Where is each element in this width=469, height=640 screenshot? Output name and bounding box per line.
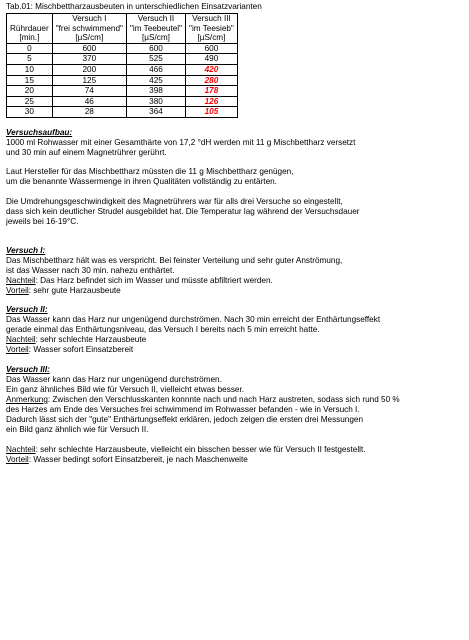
table-row <box>7 64 238 75</box>
text-line: des Harzes am Ende des Versuches frei schwimmend im Rohwasser befanden - wie in Versuch I. <box>6 404 360 414</box>
table-cell-v1: 28 <box>52 107 126 118</box>
table-row <box>7 96 238 107</box>
section-versuch-3 <box>6 365 463 465</box>
table-cell-v1: 200 <box>52 64 126 75</box>
header-cell: [µS/cm] <box>52 33 126 43</box>
table-cell-v2: 525 <box>126 54 185 65</box>
vorteil-line <box>6 286 463 296</box>
header-cell: [µS/cm] <box>126 33 185 43</box>
table-cell-v2: 380 <box>126 96 185 107</box>
text-line: Laut Hersteller für das Mischbettharz müssten die 11 g Mischbettharz genügen, <box>6 167 294 177</box>
vorteil-line <box>6 345 463 355</box>
table-cell-t: 10 <box>7 64 53 75</box>
nachteil-text: : Das Harz befindet sich im Wasser und müsste abfiltriert werden. <box>35 275 273 285</box>
table-cell-t: 30 <box>7 107 53 118</box>
text-line: Das Wasser kann das Harz nur ungenügend durchströmen. <box>6 374 222 384</box>
table-row <box>7 75 238 86</box>
section-heading: Versuch III: <box>6 364 50 374</box>
anmerkung-label: Anmerkung <box>6 394 48 404</box>
section-heading: Versuch I: <box>6 245 46 255</box>
text-line: dass sich kein deutlicher Strudel ausgebildet hat. Die Temperatur lag während der Versuchsdauer <box>6 206 360 216</box>
table-cell-v2: 425 <box>126 75 185 86</box>
nachteil-line <box>6 276 463 286</box>
header-cell <box>7 14 53 24</box>
table-cell-t: 15 <box>7 75 53 86</box>
header-cell: "im Teesieb" <box>186 24 238 34</box>
table-caption: Tab.01: Mischbettharzausbeuten in unterschiedlichen Einsatzvarianten <box>6 2 262 11</box>
table-row <box>7 54 238 65</box>
nachteil-label: Nachteil <box>6 335 36 345</box>
text-line: 1000 ml Rohwasser mit einer Gesamthärte von 17,2 °dH werden mit 11 g Mischbettharz versetzt <box>6 137 356 147</box>
nachteil-label: Nachteil <box>6 275 36 285</box>
header-cell: Versuch II <box>126 14 185 24</box>
text-line: Die Umdrehungsgeschwindigkeit des Magnetrührers war für alls drei Versuche so eingestellt, <box>6 196 343 206</box>
section-versuchsaufbau <box>6 128 463 227</box>
table-cell-v2: 600 <box>126 43 185 54</box>
table-cell-v3: 490 <box>186 54 238 65</box>
vorteil-text: : Wasser bedingt sofort Einsatzbereit, je nach Maschenweite <box>28 454 248 464</box>
section-heading: Versuch II: <box>6 305 48 315</box>
table-header-row-1 <box>7 14 238 24</box>
vorteil-text: : Wasser sofort Einsatzbereit <box>28 345 134 355</box>
vorteil-line <box>6 455 463 465</box>
table-cell-t: 0 <box>7 43 53 54</box>
table-cell-v3: 126 <box>186 96 238 107</box>
section-heading: Versuchsaufbau: <box>6 127 73 137</box>
vorteil-label: Vorteil <box>6 285 29 295</box>
text-line: Ein ganz ähnliches Bild wie für Versuch II, vielleicht etwas besser. <box>6 384 245 394</box>
table-cell-v1: 370 <box>52 54 126 65</box>
text-line: Das Wasser kann das Harz nur ungenügend durchströmen. Nach 30 min erreicht der Enthärtungseffekt <box>6 315 381 325</box>
text-line: jeweils bei 16-19°C. <box>6 216 79 226</box>
table-row <box>7 43 238 54</box>
section-versuch-2 <box>6 305 463 355</box>
header-cell: "frei schwimmend" <box>52 24 126 34</box>
header-cell: [µS/cm] <box>186 33 238 43</box>
header-cell: Versuch III <box>186 14 238 24</box>
table-cell-t: 25 <box>7 96 53 107</box>
table-cell-v1: 600 <box>52 43 126 54</box>
text-line: gerade einmal das Enthärtungsniveau, das Versuch I bereits nach 5 min erreicht hatte. <box>6 325 320 335</box>
nachteil-text: : sehr schlechte Harzausbeute <box>35 335 147 345</box>
table-cell-v3: 280 <box>186 75 238 86</box>
header-cell: Versuch I <box>52 14 126 24</box>
table-cell-v2: 364 <box>126 107 185 118</box>
header-cell: "im Teebeutel" <box>126 24 185 34</box>
nachteil-text: : sehr schlechte Harzausbeute, vielleicht ein bisschen besser wie für Versuch II festgestellt. <box>35 444 366 454</box>
text-line: ist das Wasser nach 30 min. nahezu enthärtet. <box>6 265 175 275</box>
vorteil-label: Vorteil <box>6 454 29 464</box>
vorteil-label: Vorteil <box>6 345 29 355</box>
table-cell-v1: 74 <box>52 86 126 97</box>
nachteil-line <box>6 445 463 455</box>
table-header-row-3 <box>7 33 238 43</box>
section-versuch-1 <box>6 246 463 296</box>
header-cell: [min.] <box>7 33 53 43</box>
anmerkung-line <box>6 395 463 405</box>
table-cell-v1: 46 <box>52 96 126 107</box>
table-row <box>7 107 238 118</box>
table-cell-v3: 600 <box>186 43 238 54</box>
table-cell-v2: 466 <box>126 64 185 75</box>
table-row <box>7 86 238 97</box>
text-line: Das Mischbettharz hält was es verspricht. Bei feinster Verteilung und sehr guter Anströmung, <box>6 255 343 265</box>
text-line: und 30 min auf einem Magnetrührer gerührt. <box>6 147 167 157</box>
table-cell-v3: 420 <box>186 64 238 75</box>
table-header-row-2 <box>7 24 238 34</box>
table-cell-v3: 178 <box>186 86 238 97</box>
vorteil-text: : sehr gute Harzausbeute <box>28 285 121 295</box>
results-table <box>6 13 238 118</box>
text-line: ein Bild ganz ähnlich wie für Versuch II. <box>6 424 149 434</box>
table-cell-v2: 398 <box>126 86 185 97</box>
table-cell-t: 20 <box>7 86 53 97</box>
nachteil-label: Nachteil <box>6 444 36 454</box>
anmerkung-text: : Zwischen den Verschlusskanten konnnte nach und nach Harz austreten, sodass sich rund 50 % <box>47 394 400 404</box>
table-cell-v3: 105 <box>186 107 238 118</box>
table-cell-t: 5 <box>7 54 53 65</box>
table-body <box>7 43 238 117</box>
nachteil-line <box>6 335 463 345</box>
text-line: Dadurch lässt sich der "gute" Enthärtungseffekt erklären, jedoch zeigen die ersten drei Messungen <box>6 414 364 424</box>
table-cell-v1: 125 <box>52 75 126 86</box>
text-line: um die benannte Wassermenge in ihren Qualitäten vollständig zu entärten. <box>6 177 277 187</box>
header-cell: Rührdauer <box>7 24 53 34</box>
